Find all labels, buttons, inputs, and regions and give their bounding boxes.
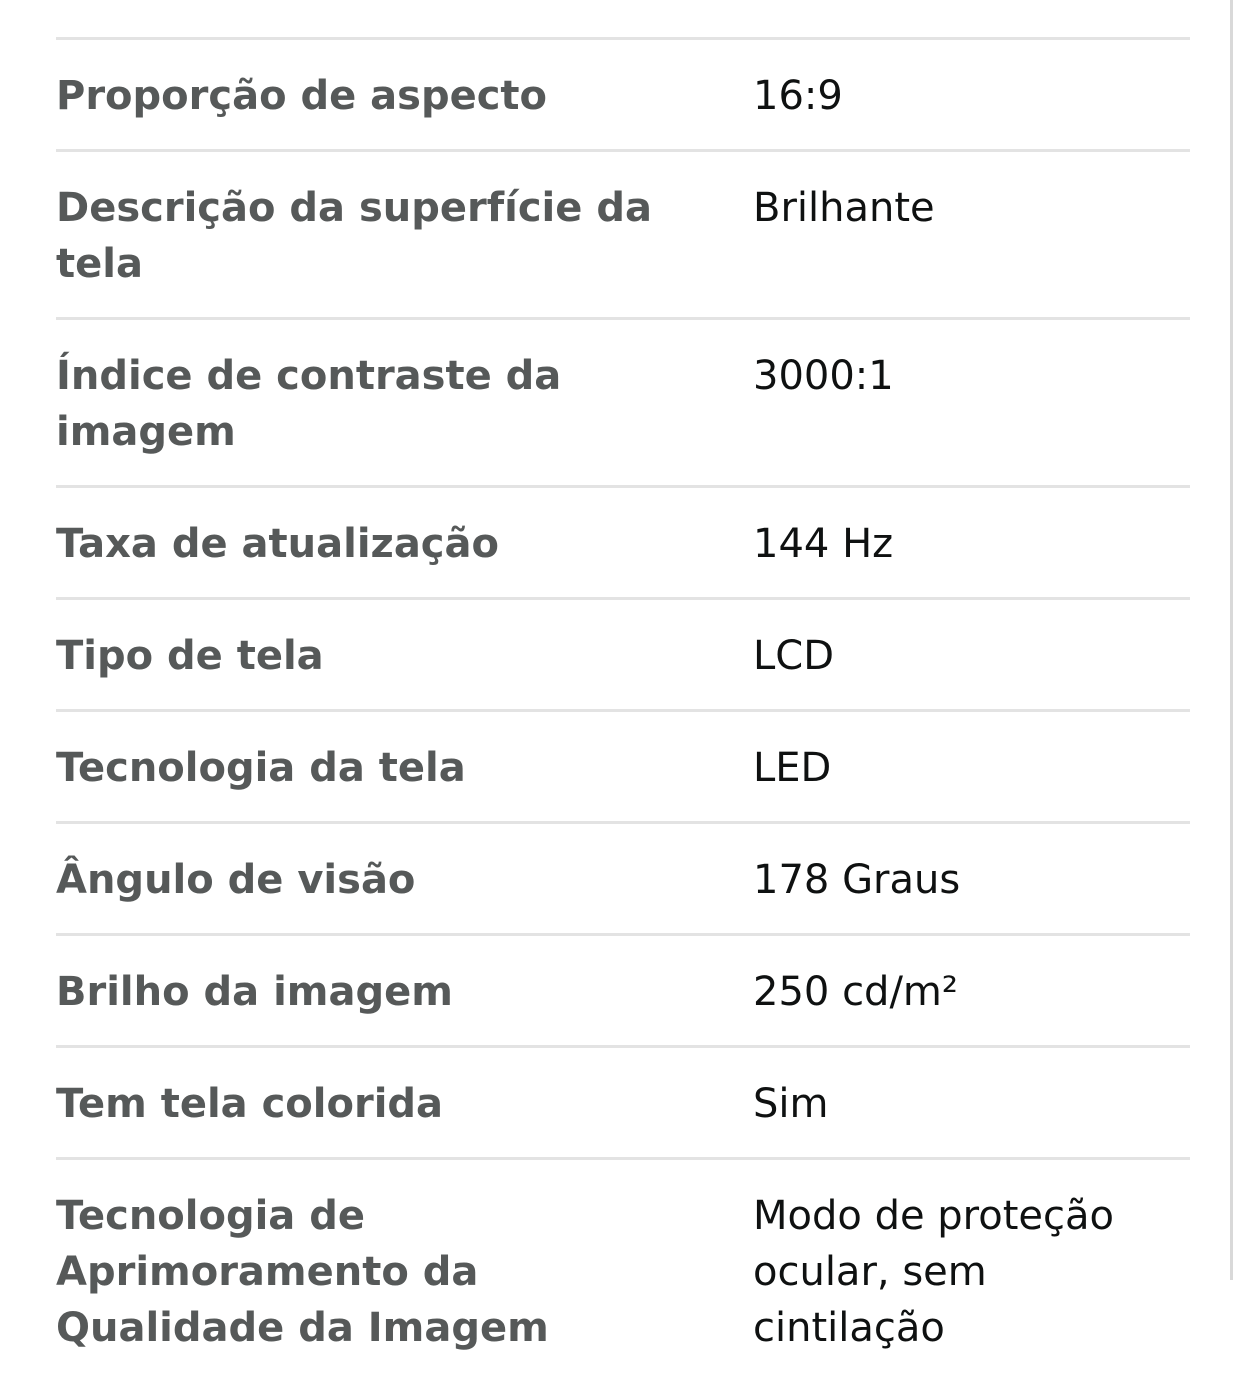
spec-value: 250 cd/m² xyxy=(753,969,958,1015)
spec-label: Tecnologia de Aprimoramento da Qualidade da Imagem xyxy=(56,1193,549,1351)
spec-value: LED xyxy=(753,745,832,791)
spec-value: 178 Graus xyxy=(753,857,961,903)
spec-value: LCD xyxy=(753,633,835,679)
spec-label: Descrição da superfície da tela xyxy=(56,185,652,287)
spec-label: Proporção de aspecto xyxy=(56,73,548,119)
spec-label: Taxa de atualização xyxy=(56,521,499,567)
spec-value: Modo de proteção ocular, sem cintilação xyxy=(753,1193,1114,1351)
spec-label: Tem tela colorida xyxy=(56,1081,444,1127)
spec-row-refresh-rate xyxy=(56,488,1190,600)
spec-label: Brilho da imagem xyxy=(56,969,453,1015)
product-specs-table xyxy=(56,37,1190,1381)
spec-value: 144 Hz xyxy=(753,521,894,567)
spec-value: 3000:1 xyxy=(753,353,894,399)
spec-row-screen-type xyxy=(56,600,1190,712)
spec-label: Tecnologia da tela xyxy=(56,745,466,791)
spec-row-contrast-ratio xyxy=(56,320,1190,488)
spec-row-color-screen xyxy=(56,1048,1190,1160)
spec-value: Brilhante xyxy=(753,185,935,231)
spec-row-viewing-angle xyxy=(56,824,1190,936)
spec-row-aspect-ratio xyxy=(56,40,1190,152)
spec-label: Índice de contraste da imagem xyxy=(56,353,562,455)
spec-label: Ângulo de visão xyxy=(56,857,416,903)
spec-value: Sim xyxy=(753,1081,829,1127)
spec-row-image-enhancement xyxy=(56,1160,1190,1381)
spec-row-surface-description xyxy=(56,152,1190,320)
spec-row-brightness xyxy=(56,936,1190,1048)
spec-value: 16:9 xyxy=(753,73,843,119)
spec-label: Tipo de tela xyxy=(56,633,324,679)
spec-row-screen-technology xyxy=(56,712,1190,824)
